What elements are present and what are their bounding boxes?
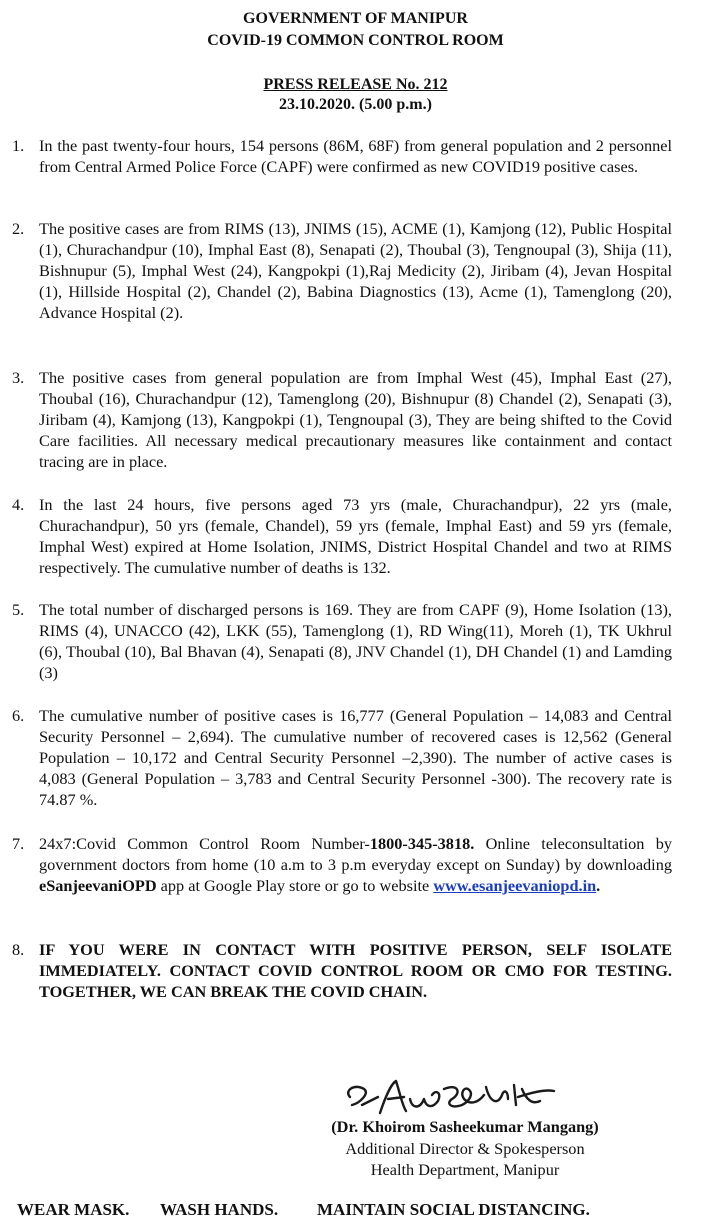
- footer-wear-mask: WEAR MASK.: [17, 1200, 130, 1219]
- item-number: 5.: [12, 600, 25, 619]
- item-number: 8.: [12, 940, 25, 959]
- list-item-2: [12, 219, 672, 324]
- list-item-3: [12, 368, 672, 473]
- header-government: GOVERNMENT OF MANIPUR: [243, 10, 468, 27]
- control-room-phone: 1800-345-3818.: [369, 834, 475, 853]
- text-segment: Online teleconsultation by government doctors from home (10 a.m to 3 p.m everyday except on Sunday) by downloading: [39, 834, 672, 874]
- list-item-4: [12, 495, 672, 579]
- item-text: The total number of discharged persons is 169. They are from CAPF (9), Home Isolation (13), RIMS (4), UNACCO (42), LKK (55), Tamenglong (1), RD Wing(11), Moreh (1), TK Ukhrul (6), Thoubal (10), Bal Bhavan (4), Senapati (8), JNV Chandel (1), DH Chandel (1) and Lamding (3): [39, 600, 672, 682]
- footer-social-distancing: MAINTAIN SOCIAL DISTANCING.: [317, 1200, 590, 1219]
- item-number: 4.: [12, 495, 25, 514]
- item-text: In the last 24 hours, five persons aged 73 yrs (male, Churachandpur), 22 yrs (male, Churachandpur), 50 yrs (female, Chandel), 59 yrs (female, Imphal East) and 59 yrs (female, Imphal West) expired at Home Isolation, JNIMS, District Hospital Chandel and two at RIMS respectively. The cumulative number of deaths is 132.: [39, 495, 672, 577]
- text-segment: app at Google Play store or go to website: [156, 875, 434, 895]
- item-text: [39, 834, 672, 897]
- list-item-5: [12, 600, 672, 684]
- signatory-name: (Dr. Khoirom Sasheekumar Mangang): [331, 1117, 599, 1136]
- signatory-department: Health Department, Manipur: [370, 1160, 560, 1179]
- item-number: 7.: [12, 834, 25, 853]
- list-item-7: [12, 834, 672, 897]
- signature-image: [340, 1075, 570, 1120]
- press-release-number: PRESS RELEASE No. 212: [263, 76, 448, 93]
- list-item-1: [12, 136, 672, 178]
- signatory-title: Additional Director & Spokesperson: [345, 1139, 585, 1158]
- app-name: eSanjeevaniOPD: [39, 875, 157, 895]
- list-item-8: [12, 940, 672, 1003]
- item-text: The positive cases are from RIMS (13), JNIMS (15), ACME (1), Kamjong (12), Public Hospital (1), Churachandpur (10), Imphal East (8), Senapati (2), Thoubal (3), Tengnoupal (3), Shija (11), Bishnupur (5), Imphal West (24), Kangpokpi (1),Raj Medicity (2), Jiribam (4), Jevan Hospital (1), Hillside Hospital (2), Chandel (2), Babina Diagnostics (13), Acme (1), Tamenglong (20), Advance Hospital (2).: [39, 219, 672, 322]
- header-control-room: COVID-19 COMMON CONTROL ROOM: [207, 32, 504, 49]
- item-text: IF YOU WERE IN CONTACT WITH POSITIVE PERSON, SELF ISOLATE IMMEDIATELY. CONTACT COVID CONTROL ROOM OR CMO FOR TESTING. TOGETHER, WE CAN BREAK THE COVID CHAIN.: [39, 940, 672, 1001]
- item-number: 2.: [12, 219, 25, 238]
- item-text: In the past twenty-four hours, 154 persons (86M, 68F) from general population and 2 personnel from Central Armed Police Force (CAPF) were confirmed as new COVID19 positive cases.: [39, 136, 672, 176]
- footer-wash-hands: WASH HANDS.: [160, 1200, 279, 1219]
- item-number: 1.: [12, 136, 25, 155]
- text-segment: 24x7:Covid Common Control Room Number-: [39, 834, 370, 853]
- item-number: 3.: [12, 368, 25, 387]
- website-link[interactable]: www.esanjeevaniopd.in: [433, 875, 597, 895]
- text-segment: .: [596, 875, 601, 895]
- item-text: The cumulative number of positive cases is 16,777 (General Population – 14,083 and Central Security Personnel – 2,694). The cumulative number of recovered cases is 12,562 (General Population – 10,172 and Central Security Personnel –2,390). The number of active cases is 4,083 (General Population – 3,783 and Central Security Personnel -300). The recovery rate is 74.87 %.: [39, 706, 672, 809]
- item-number: 6.: [12, 706, 25, 725]
- item-text: The positive cases from general population are from Imphal West (45), Imphal East (27), Thoubal (16), Churachandpur (12), Tamenglong (20), Bishnupur (8) Chandel (2), Senapati (3), Jiribam (4), Kamjong (13), Kangpokpi (1), Tengnoupal (3), They are being shifted to the Covid Care facilities. All necessary medical precautionary measures like containment and contact tracing are in place.: [39, 368, 672, 471]
- list-item-6: [12, 706, 672, 811]
- release-datetime: 23.10.2020. (5.00 p.m.): [279, 96, 432, 113]
